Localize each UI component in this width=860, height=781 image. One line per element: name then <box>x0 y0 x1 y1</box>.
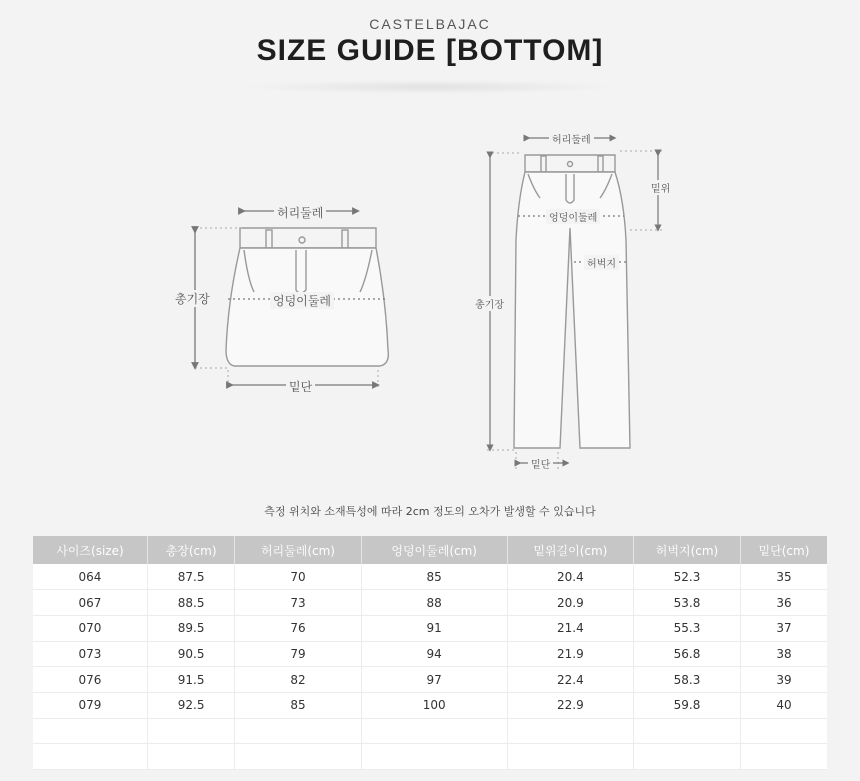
table-row <box>33 667 827 693</box>
cell-waist: 82 <box>235 667 361 693</box>
table-row <box>33 641 827 667</box>
cell-thigh: 59.8 <box>634 692 741 718</box>
pants-rise-label: 밑위 <box>648 180 673 195</box>
cell-thigh: 52.3 <box>634 564 741 590</box>
cell-empty <box>361 744 507 770</box>
cell-waist: 85 <box>235 692 361 718</box>
cell-empty <box>147 744 234 770</box>
cell-empty <box>33 744 147 770</box>
pants-thigh-label: 허벅지 <box>584 255 619 270</box>
skirt-length-label: 총기장 <box>172 290 213 307</box>
header-total-length: 총장(cm) <box>147 536 234 564</box>
cell-empty <box>634 744 741 770</box>
cell-empty <box>361 718 507 744</box>
cell-size: 067 <box>33 590 147 616</box>
cell-thigh: 55.3 <box>634 615 741 641</box>
cell-hem: 35 <box>740 564 827 590</box>
header-rise: 밑위길이(cm) <box>507 536 633 564</box>
header-size: 사이즈(size) <box>33 536 147 564</box>
cell-size: 073 <box>33 641 147 667</box>
skirt-hip-label: 엉덩이둘레 <box>270 292 334 309</box>
cell-hip: 100 <box>361 692 507 718</box>
cell-total-length: 90.5 <box>147 641 234 667</box>
table-row <box>33 564 827 590</box>
cell-rise: 21.4 <box>507 615 633 641</box>
cell-empty <box>33 718 147 744</box>
cell-total-length: 89.5 <box>147 615 234 641</box>
skirt-waist-label: 허리둘레 <box>274 204 326 221</box>
skirt-hem-label: 밑단 <box>286 378 315 395</box>
cell-rise: 21.9 <box>507 641 633 667</box>
cell-thigh: 58.3 <box>634 667 741 693</box>
pants-hip-label: 엉덩이둘레 <box>546 209 600 224</box>
cell-empty <box>507 718 633 744</box>
table-row-empty <box>33 744 827 770</box>
cell-empty <box>740 718 827 744</box>
pants-shape <box>514 155 630 448</box>
cell-size: 070 <box>33 615 147 641</box>
cell-waist: 79 <box>235 641 361 667</box>
cell-hem: 37 <box>740 615 827 641</box>
table-row <box>33 590 827 616</box>
cell-thigh: 53.8 <box>634 590 741 616</box>
brand-name: CASTELBAJAC <box>369 16 491 32</box>
cell-empty <box>235 744 361 770</box>
cell-empty <box>634 718 741 744</box>
measurement-note: 측정 위치와 소재특성에 따라 2cm 정도의 오차가 발생할 수 있습니다 <box>264 505 596 518</box>
cell-size: 079 <box>33 692 147 718</box>
table-header-row <box>33 536 827 564</box>
table-row <box>33 615 827 641</box>
cell-hem: 38 <box>740 641 827 667</box>
header-hem: 밑단(cm) <box>740 536 827 564</box>
cell-empty <box>507 744 633 770</box>
cell-waist: 76 <box>235 615 361 641</box>
cell-hip: 94 <box>361 641 507 667</box>
pants-length-label: 총기장 <box>472 296 507 311</box>
header-hip: 엉덩이둘레(cm) <box>361 536 507 564</box>
header-thigh: 허벅지(cm) <box>634 536 741 564</box>
size-table <box>33 536 827 770</box>
cell-hip: 97 <box>361 667 507 693</box>
pants-hem-label: 밑단 <box>528 456 553 471</box>
cell-hip: 85 <box>361 564 507 590</box>
cell-total-length: 91.5 <box>147 667 234 693</box>
cell-total-length: 87.5 <box>147 564 234 590</box>
table-row-empty <box>33 718 827 744</box>
cell-waist: 70 <box>235 564 361 590</box>
pants-waist-label: 허리둘레 <box>549 131 594 146</box>
cell-empty <box>740 744 827 770</box>
cell-empty <box>235 718 361 744</box>
cell-hip: 88 <box>361 590 507 616</box>
cell-waist: 73 <box>235 590 361 616</box>
cell-total-length: 92.5 <box>147 692 234 718</box>
cell-total-length: 88.5 <box>147 590 234 616</box>
cell-hem: 40 <box>740 692 827 718</box>
cell-rise: 22.4 <box>507 667 633 693</box>
cell-rise: 20.9 <box>507 590 633 616</box>
page-title: SIZE GUIDE [BOTTOM] <box>256 34 604 67</box>
cell-rise: 20.4 <box>507 564 633 590</box>
cell-size: 076 <box>33 667 147 693</box>
cell-empty <box>147 718 234 744</box>
cell-thigh: 56.8 <box>634 641 741 667</box>
cell-hem: 39 <box>740 667 827 693</box>
table-row <box>33 692 827 718</box>
header-waist: 허리둘레(cm) <box>235 536 361 564</box>
cell-rise: 22.9 <box>507 692 633 718</box>
cell-size: 064 <box>33 564 147 590</box>
cell-hem: 36 <box>740 590 827 616</box>
cell-hip: 91 <box>361 615 507 641</box>
